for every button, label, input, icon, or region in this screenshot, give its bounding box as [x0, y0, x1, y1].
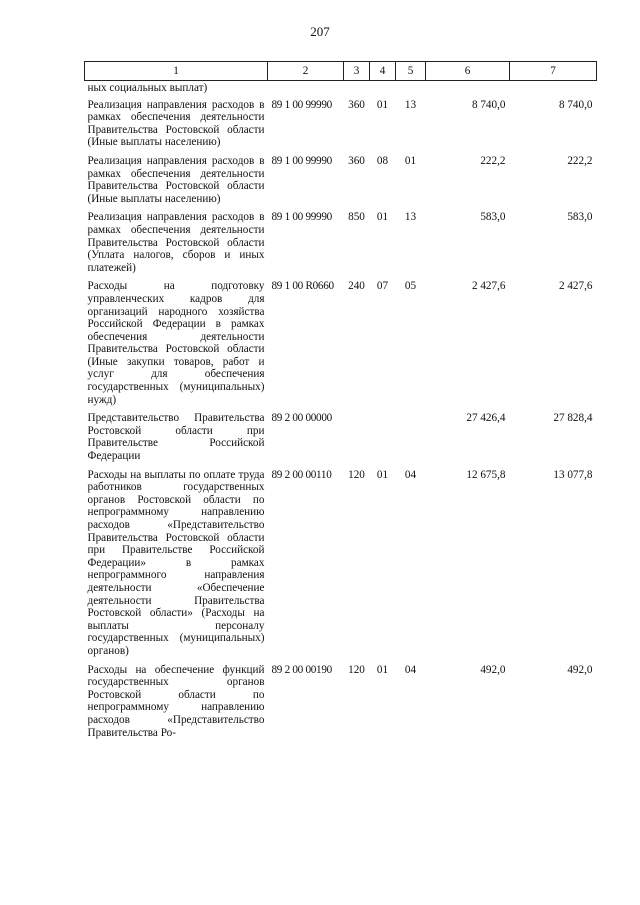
col-header-3: 3: [344, 62, 370, 81]
row-amount-7: 8 740,0: [558, 98, 593, 111]
row-name: Представительство Правительства Ростовской области при Правительстве Российской Федерации: [87, 412, 265, 463]
row-amount-6: 12 675,8: [466, 468, 506, 481]
row-expense-type: [344, 412, 370, 468]
table-row: [85, 664, 597, 746]
col-header-7: 7: [510, 62, 597, 81]
row-expense-type: 120: [348, 468, 365, 481]
table-row: [85, 155, 597, 211]
table-row: [85, 99, 597, 155]
row-amount-7: 27 828,4: [553, 412, 593, 425]
table-body: [85, 81, 597, 746]
col-header-6: 6: [426, 62, 510, 81]
row-expense-type: [344, 81, 370, 99]
row-expense-type: 240: [348, 280, 365, 293]
row-section: 01: [376, 98, 389, 111]
col-header-4: 4: [370, 62, 396, 81]
row-subsection: 13: [404, 98, 417, 111]
row-section: [370, 412, 396, 468]
row-target-code: 89 1 00 99990: [271, 98, 332, 111]
row-amount-6: 222,2: [480, 154, 506, 167]
table-header: [85, 62, 597, 81]
row-expense-type: 360: [348, 154, 365, 167]
row-target-code: 89 2 00 00190: [271, 663, 332, 676]
row-section: 08: [376, 154, 389, 167]
row-expense-type: 360: [348, 98, 365, 111]
row-subsection: 04: [404, 663, 417, 676]
budget-table: [84, 61, 597, 745]
row-target-code: [268, 81, 344, 99]
table-row: [85, 469, 597, 664]
row-name: Реализация направления расходов в рамках обеспечения деятельности Правительства Ростовской области (Иные выплаты населению): [87, 154, 265, 205]
row-amount-6: 583,0: [480, 211, 506, 224]
row-subsection: 01: [404, 154, 417, 167]
row-section: 01: [376, 468, 389, 481]
row-amount-6: 8 740,0: [471, 98, 506, 111]
row-amount-7: [510, 81, 597, 99]
row-amount-6: 2 427,6: [471, 280, 506, 293]
row-subsection: 04: [404, 468, 417, 481]
row-section: 07: [376, 280, 389, 293]
row-target-code: 89 2 00 00000: [271, 412, 332, 425]
row-name: Расходы на выплаты по оплате труда работников государственных органов Ростовской области по непрограммному направлению расходов «Представительство Правительства Ростовской области при Правительстве Российской Федерации» в рамках непрограммного направления деятельности «Обеспечение деятельности Правительства Ростовской области» (Расходы на выплаты персоналу государственных (муниципальных) органов): [87, 468, 265, 657]
row-amount-7: 2 427,6: [558, 280, 593, 293]
table-row: [85, 211, 597, 280]
col-header-2: 2: [268, 62, 344, 81]
row-name: Расходы на подготовку управленческих кадров для организаций народного хозяйства Российской Федерации в рамках обеспечения деятельности Правительства Ростовской области (Иные закупки товаров, работ и услуг для обеспечения государственных (муниципальных) нужд): [87, 280, 265, 406]
row-name: ных социальных выплат): [87, 82, 208, 94]
col-header-1: 1: [85, 62, 268, 81]
row-name: Реализация направления расходов в рамках обеспечения деятельности Правительства Ростовской области (Уплата налогов, сборов и иных платежей): [87, 211, 265, 274]
row-section: 01: [376, 211, 389, 224]
row-subsection: [396, 412, 426, 468]
row-name: Расходы на обеспечение функций государственных органов Ростовской области по непрограммному направлению расходов «Представительство Правительства Ро-: [87, 663, 265, 739]
page-number: 207: [310, 24, 330, 39]
row-expense-type: 120: [348, 663, 365, 676]
row-target-code: 89 1 00 99990: [271, 154, 332, 167]
row-section: 01: [376, 663, 389, 676]
row-name: Реализация направления расходов в рамках обеспечения деятельности Правительства Ростовской области (Иные выплаты населению): [87, 98, 265, 149]
col-header-5: 5: [396, 62, 426, 81]
row-amount-6: 492,0: [480, 663, 506, 676]
row-target-code: 89 1 00 R0660: [271, 280, 334, 293]
table-row: [85, 280, 597, 412]
row-subsection: 05: [404, 280, 417, 293]
header-row: [85, 62, 597, 81]
row-amount-7: 222,2: [567, 154, 593, 167]
row-subsection: [396, 81, 426, 99]
row-target-code: 89 1 00 99990: [271, 211, 332, 224]
row-amount-6: [426, 81, 510, 99]
row-expense-type: 850: [348, 211, 365, 224]
row-subsection: 13: [404, 211, 417, 224]
row-amount-7: 13 077,8: [553, 468, 593, 481]
row-amount-7: 583,0: [567, 211, 593, 224]
table-row: [85, 412, 597, 468]
row-section: [370, 81, 396, 99]
row-amount-7: 492,0: [567, 663, 593, 676]
row-target-code: 89 2 00 00110: [271, 468, 332, 481]
row-amount-6: 27 426,4: [466, 412, 506, 425]
table-row: [85, 81, 597, 99]
